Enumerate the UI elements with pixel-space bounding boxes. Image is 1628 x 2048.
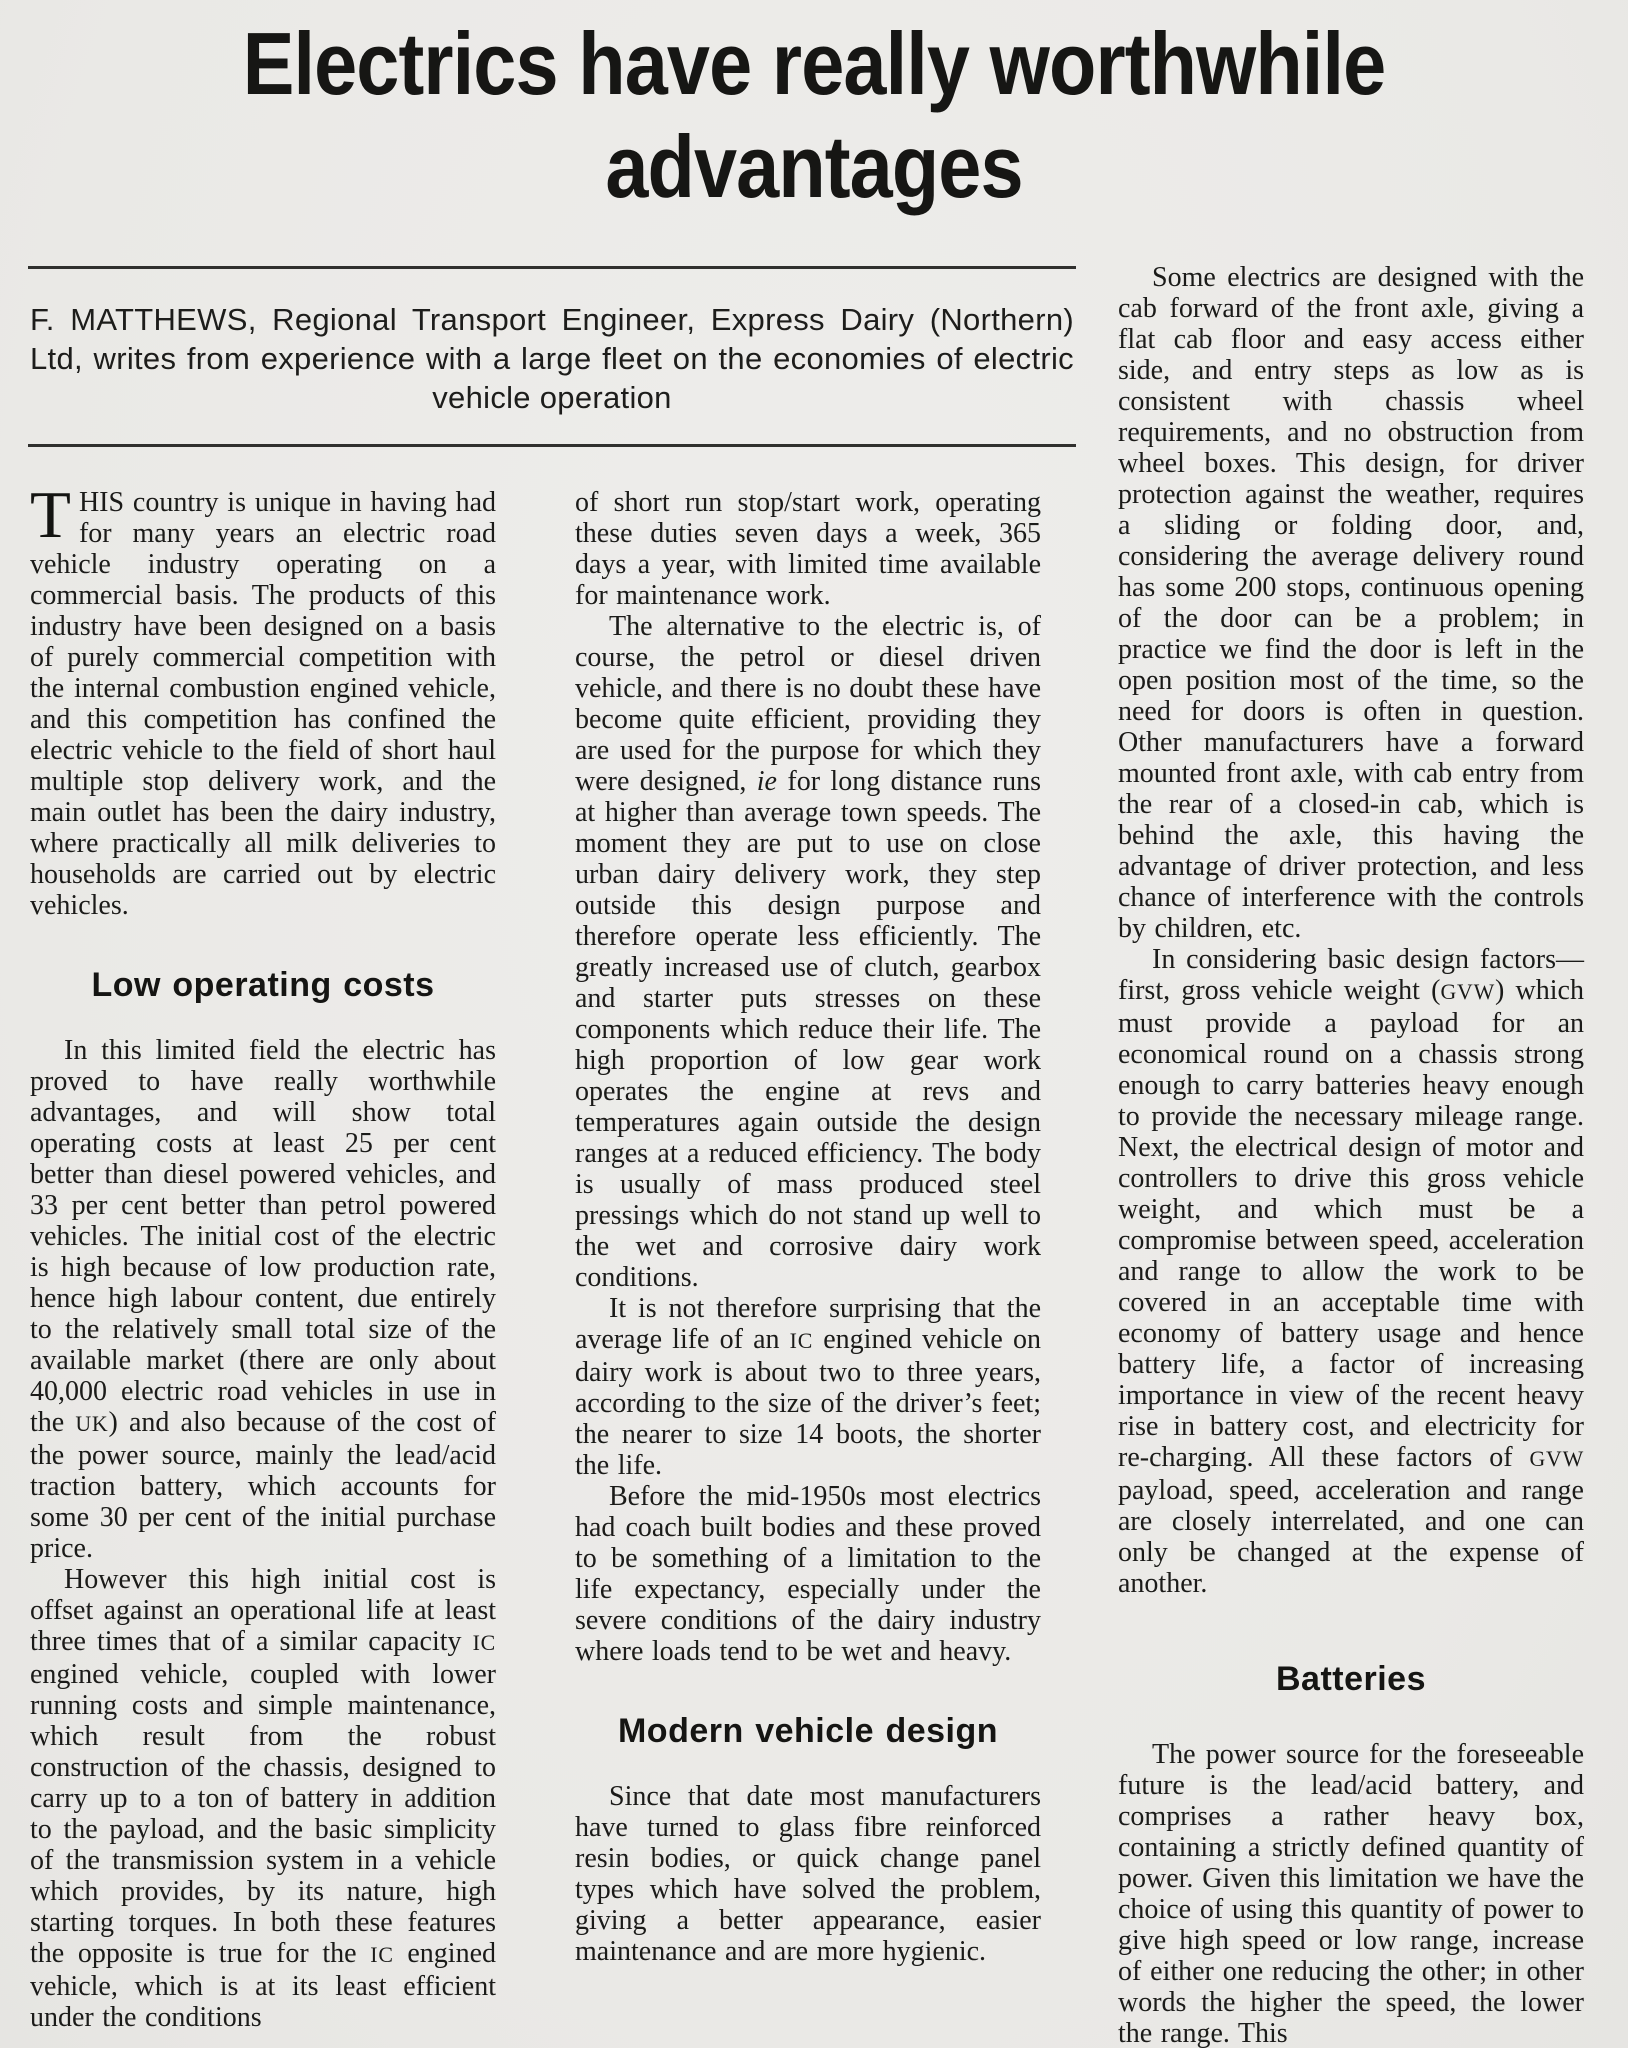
- paragraph-cab-design: Some electrics are designed with the cab forward of the front axle, giving a flat cab floor and easy access either side, and entry steps as low as is consistent with chassis wheel requirements, and no obstruction from wheel boxes. This design, for driver protection against the weather, requires a sliding or folding door, and, considering the average delivery round has some 200 stops, continuous opening of the door can be a problem; in practice we find the door is left in the open position most of the time, so the need for doors is often in question. Other manufacturers have a forward mounted front axle, with cab entry from the rear of a closed-in cab, which is behind the axle, this having the advantage of driver protection, and less chance of interference with the controls by children, etc.: [1118, 262, 1584, 944]
- heading-low-operating-costs: Low operating costs: [91, 966, 435, 1004]
- paragraph-intro-text: HIS country is unique in having had for many years an electric road vehicle industry operating on a commercial basis. The products of this industry have been designed on a basis of purely commercial competition with the internal combustion engined vehicle, and this competition has confined the electric vehicle to the field of short haul multiple stop delivery work, and the main outlet has been the dairy industry, where practically all milk deliveries to households are carried out by electric vehicles.: [30, 487, 496, 921]
- heading-modern-vehicle-design: Modern vehicle design: [617, 1712, 999, 1750]
- paragraph-glass-fibre: Since that date most manufacturers have turned to glass fibre reinforced resin bodies, or quick change panel types which have solved the problem, giving a better appearance, easier maintenance and are more hygienic.: [575, 1781, 1041, 1967]
- article-title-line-2: advantages: [605, 117, 1023, 216]
- paragraph-average-life: It is not therefore surprising that the average life of an IC engined vehicle on dairy work is about two to three years, according to the size of the driver’s feet; the nearer to size 14 boots, the shorter the life.: [575, 1293, 1041, 1481]
- dropcap-letter: T: [30, 478, 71, 552]
- column-2: [575, 487, 1041, 1967]
- paragraph-alternative-petrol-diesel: The alternative to the electric is, of course, the petrol or diesel driven vehicle, and there is no doubt these have become quite efficient, providing they are used for the purpose for which they were designed, ie for long distance runs at higher than average town speeds. The moment they are put to use on close urban dairy delivery work, they step outside this design purpose and therefore operate less efficiently. The greatly increased use of clutch, gearbox and starter puts stresses on these components which reduce their life. The high proportion of low gear work operates the engine at revs and temperatures again outside the design ranges at a reduced efficiency. The body is usually of mass produced steel pressings which do not stand up well to the wet and corrosive dairy work conditions.: [575, 611, 1041, 1293]
- paragraph-intro: [30, 478, 496, 921]
- paragraph-stop-start-continuation: of short run stop/start work, operating these duties seven days a week, 365 days a year, with limited time available for maintenance work.: [575, 487, 1041, 611]
- paragraph-basic-design-factors: In considering basic design factors—first, gross vehicle weight (GVW) which must provide a payload for an economical round on a chassis strong enough to carry batteries heavy enough to provide the necessary mileage range. Next, the electrical design of motor and controllers to drive this gross vehicle weight, and which must be a compromise between speed, acceleration and range to allow the work to be covered in an acceptable time with economy of battery usage and hence battery life, a factor of increasing importance in view of the recent heavy rise in battery cost, and electricity for re-charging. All these factors of GVW payload, speed, acceleration and range are closely interrelated, and one can only be changed at the expense of another.: [1118, 944, 1584, 1599]
- paragraph-coach-built-bodies: Before the mid-1950s most electrics had coach built bodies and these proved to be something of a limitation to the life expectancy, especially under the severe conditions of the dairy industry where loads tend to be wet and heavy.: [575, 1481, 1041, 1667]
- column-3: [1118, 262, 1584, 2048]
- byline-block: [28, 266, 1076, 447]
- paragraph-power-source: The power source for the foreseeable future is the lead/acid battery, and comprises a rather heavy box, containing a strictly defined quantity of power. Given this limitation we have the choice of using this quantity of power to give high speed or low range, increase of either one reducing the other; in other words the higher the speed, the lower the range. This: [1118, 1739, 1584, 2048]
- paragraph-initial-cost-offset: However this high initial cost is offset against an operational life at least three times that of a similar capacity IC engined vehicle, coupled with lower running costs and simple maintenance, which result from the robust construction of the chassis, designed to carry up to a ton of battery in addition to the payload, and the basic simplicity of the transmission system in a vehicle which provides, by its nature, high starting torques. In both these features the opposite is true for the IC engined vehicle, which is at its least efficient under the conditions: [30, 1564, 497, 2033]
- byline-text: F. MATTHEWS, Regional Transport Engineer, Express Dairy (Northern) Ltd, writes from experience with a large fleet on the economies of electric vehicle operation: [30, 302, 1074, 415]
- paragraph-operating-costs: In this limited field the electric has proved to have really worthwhile advantages, and will show total operating costs at least 25 per cent better than diesel powered vehicles, and 33 per cent better than petrol powered vehicles. The initial cost of the electric is high because of low production rate, hence high labour content, due entirely to the relatively small total size of the available market (there are only about 40,000 electric road vehicles in use in the UK) and also because of the cost of the power source, mainly the lead/acid traction battery, which accounts for some 30 per cent of the initial purchase price.: [30, 1035, 496, 1564]
- column-1: [30, 478, 497, 2033]
- heading-batteries: Batteries: [1275, 1660, 1426, 1698]
- article-title: [0, 12, 1628, 218]
- article-title-line-1: Electrics have really worthwhile: [242, 14, 1386, 113]
